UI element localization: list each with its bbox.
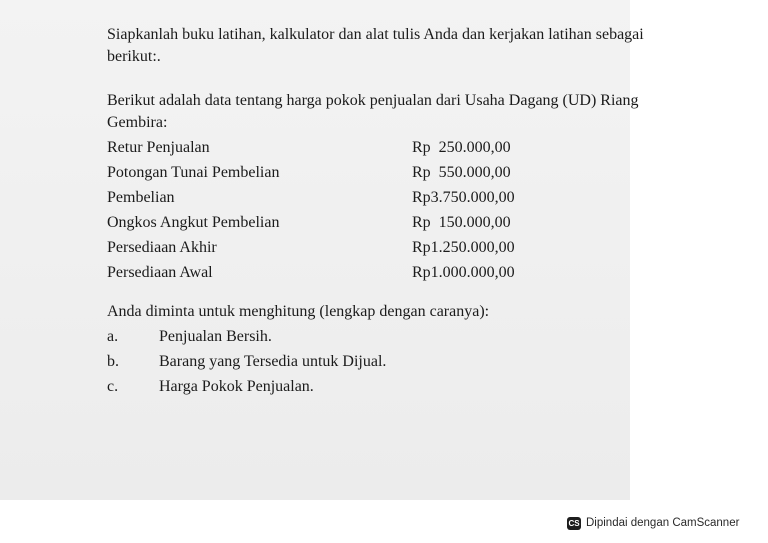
row-label: Persediaan Awal <box>107 264 213 281</box>
list-item <box>107 349 697 374</box>
document-body <box>107 24 697 399</box>
task-list <box>107 324 697 399</box>
table-row <box>107 185 697 210</box>
camscanner-watermark <box>567 513 739 533</box>
question-paragraph: Anda diminta untuk menghitung (lengkap dengan caranya): <box>107 303 490 320</box>
task-text: Barang yang Tersedia untuk Dijual. <box>159 353 387 370</box>
table-row <box>107 135 697 160</box>
list-item <box>107 324 697 349</box>
task-letter: a. <box>107 328 119 345</box>
row-value: Rp1.250.000,00 <box>412 239 515 256</box>
table-row <box>107 210 697 235</box>
row-label: Potongan Tunai Pembelian <box>107 164 280 181</box>
row-label: Pembelian <box>107 189 175 206</box>
table-row <box>107 260 697 285</box>
table-row <box>107 160 697 185</box>
row-value: Rp3.750.000,00 <box>412 189 515 206</box>
cost-table <box>107 135 697 285</box>
task-text: Harga Pokok Penjualan. <box>159 378 314 395</box>
row-label: Retur Penjualan <box>107 139 210 156</box>
camscanner-logo-icon: CS <box>568 518 580 528</box>
list-item <box>107 374 697 399</box>
row-value: Rp 550.000,00 <box>412 164 511 181</box>
task-text: Penjualan Bersih. <box>159 328 272 345</box>
task-letter: c. <box>107 378 119 395</box>
watermark-text: Dipindai dengan CamScanner <box>586 517 740 529</box>
table-row <box>107 235 697 260</box>
row-value: Rp 150.000,00 <box>412 214 511 231</box>
row-label: Ongkos Angkut Pembelian <box>107 214 280 231</box>
data-intro-paragraph: Berikut adalah data tentang harga pokok penjualan dari Usaha Dagang (UD) Riang Gembira: <box>107 92 639 131</box>
row-label: Persediaan Akhir <box>107 239 217 256</box>
intro-paragraph: Siapkanlah buku latihan, kalkulator dan alat tulis Anda dan kerjakan latihan sebagai berikut:. <box>107 26 644 65</box>
row-value: Rp 250.000,00 <box>412 139 511 156</box>
row-value: Rp1.000.000,00 <box>412 264 515 281</box>
task-letter: b. <box>107 353 119 370</box>
